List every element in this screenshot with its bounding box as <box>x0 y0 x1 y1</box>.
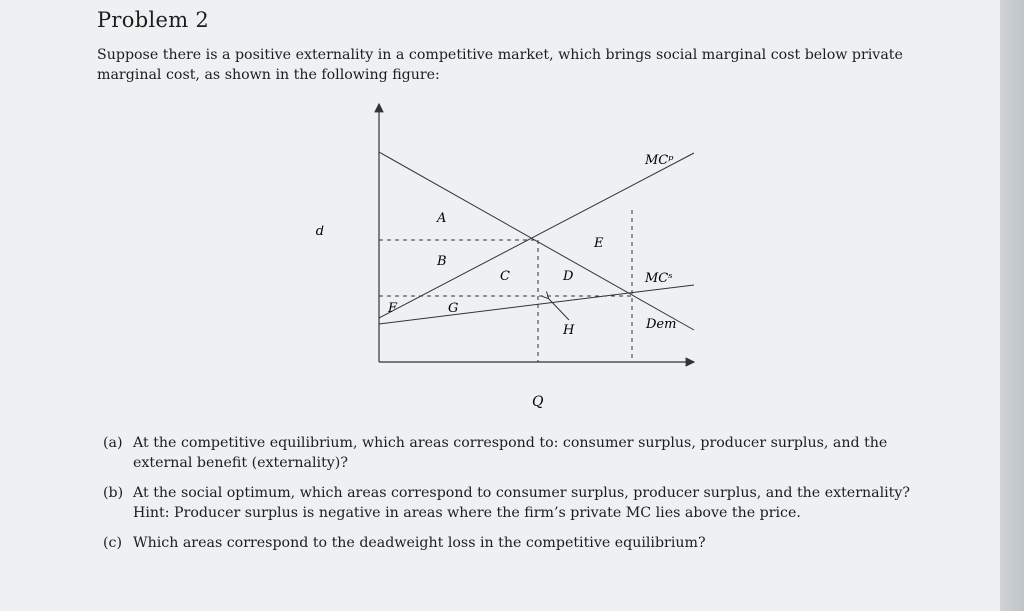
area-e-label: E <box>594 236 604 251</box>
area-d-label: D <box>563 269 574 284</box>
problem-title: Problem 2 <box>97 8 210 32</box>
private-mc-curve <box>379 153 694 318</box>
question-label: (c) <box>103 535 123 551</box>
area-a-label: A <box>437 211 447 226</box>
mc-social-label: MCˢ <box>645 271 673 286</box>
y-axis-label: p <box>315 224 324 239</box>
question-label: (b) <box>103 485 124 501</box>
demand-curve <box>379 152 694 330</box>
question-list <box>103 433 923 563</box>
demand-label: Dem <box>646 317 677 332</box>
externality-figure <box>300 95 720 415</box>
area-h-label: H <box>563 323 575 338</box>
screen-edge <box>1000 0 1024 611</box>
area-g-label: G <box>448 301 459 316</box>
question-text: At the social optimum, which areas correspond to consumer surplus, producer surplus, and the externality? <box>133 485 910 501</box>
x-axis-label: Q <box>532 394 544 410</box>
mc-private-label: MCᵖ <box>645 153 674 168</box>
question-hint: Hint: Producer surplus is negative in areas where the firm’s private MC lies above the price. <box>133 505 801 521</box>
area-c-label: C <box>500 269 510 284</box>
problem-intro: Suppose there is a positive externality in a competitive market, which brings social marginal cost below private marginal cost, as shown in the following figure: <box>97 47 903 83</box>
area-f-label: F <box>388 301 398 316</box>
question-text: Which areas correspond to the deadweight loss in the competitive equilibrium? <box>133 535 706 551</box>
question-c <box>103 533 923 553</box>
area-b-label: B <box>437 254 447 269</box>
question-b <box>103 483 923 523</box>
question-label: (a) <box>103 435 123 451</box>
question-text: At the competitive equilibrium, which areas correspond to: consumer surplus, producer surplus, and the external benefit (externality)? <box>133 435 888 471</box>
question-a <box>103 433 923 473</box>
